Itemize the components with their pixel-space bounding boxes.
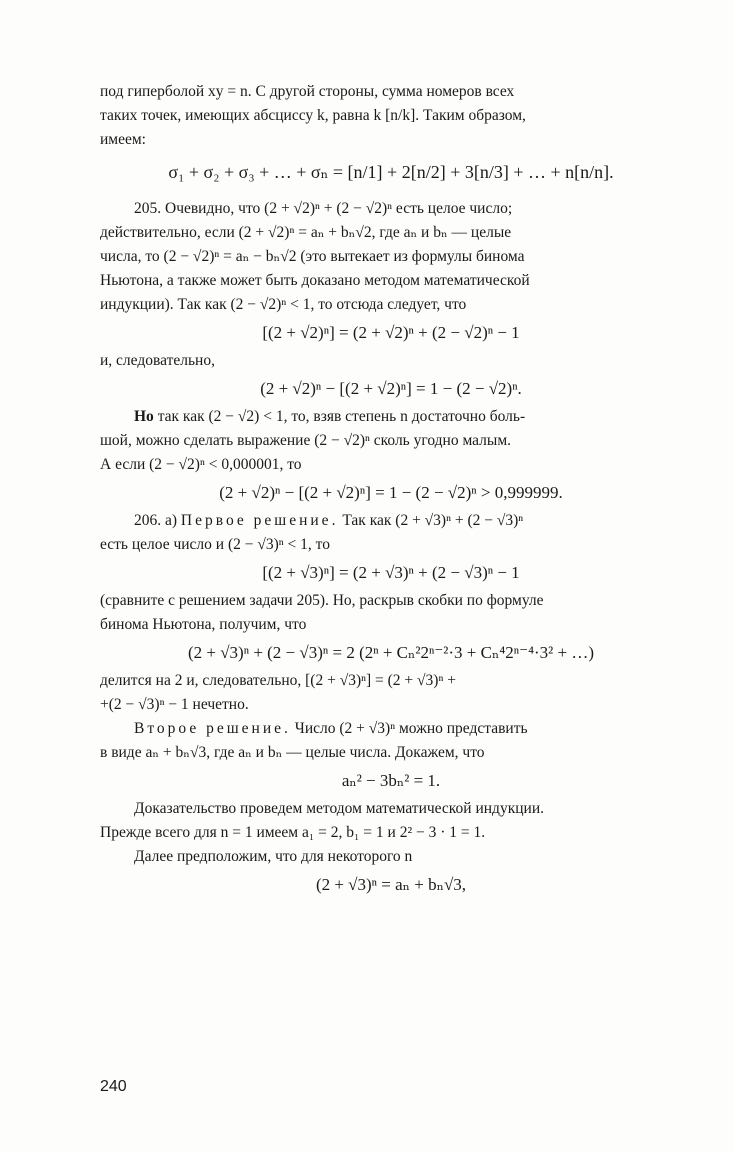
- text-line: +(2 − √3)ⁿ − 1 нечетно.: [100, 696, 249, 713]
- text-line: Прежде всего для n = 1 имеем a₁ = 2, b₁ = 1 и 2² − 3 · 1 = 1.: [100, 824, 486, 841]
- text-line: делится на 2 и, следовательно, [(2 + √3)ⁿ] = (2 + √3)ⁿ +: [100, 672, 456, 689]
- formula: (2 + √2)ⁿ − [(2 + √2)ⁿ] = 1 − (2 − √2)ⁿ.: [260, 379, 522, 398]
- formula-sigma-sum: σ₁ + σ₂ + σ₃ + … + σₙ = [n/1] + 2[n/2] + 3[n/3] + … + n[n/n].: [168, 162, 614, 182]
- section-heading: Второе решение.: [134, 720, 291, 737]
- text-bold: Но: [134, 408, 154, 425]
- text-line: индукции). Так как (2 − √2)ⁿ < 1, то отсюда следует, что: [100, 296, 467, 313]
- section-heading: Первое решение.: [180, 512, 339, 529]
- page-number: 240: [100, 1078, 127, 1095]
- text-line: (сравните с решением задачи 205). Но, раскрыв скобки по формуле: [100, 592, 544, 609]
- text-line: под гиперболой xy = n. С другой стороны, сумма номеров всех: [100, 83, 515, 100]
- page-body: [100, 80, 682, 901]
- text-line: [100, 509, 682, 533]
- text-line: Далее предположим, что для некоторого n: [134, 848, 413, 865]
- text-span: Так как (2 + √3)ⁿ + (2 − √3)ⁿ: [338, 512, 524, 529]
- formula: (2 + √3)ⁿ + (2 − √3)ⁿ = 2 (2ⁿ + Cₙ²2ⁿ⁻²·3 + Cₙ⁴2ⁿ⁻⁴·3² + …): [187, 643, 595, 662]
- formula: [(2 + √2)ⁿ] = (2 + √2)ⁿ + (2 − √2)ⁿ − 1: [262, 323, 520, 342]
- text-line: 205. Очевидно, что (2 + √2)ⁿ + (2 − √2)ⁿ есть целое число;: [134, 200, 513, 217]
- text-span: так как (2 − √2) < 1, то, взяв степень n достаточно боль-: [153, 408, 526, 425]
- text-line: есть целое число и (2 − √3)ⁿ < 1, то: [100, 536, 330, 553]
- text-line: [100, 405, 682, 429]
- text-line: числа, то (2 − √2)ⁿ = aₙ − bₙ√2 (это вытекает из формулы бинома: [100, 248, 525, 265]
- text-line: имеем:: [100, 131, 146, 148]
- formula: (2 + √2)ⁿ − [(2 + √2)ⁿ] = 1 − (2 − √2)ⁿ > 0,999999.: [219, 483, 563, 502]
- text-line: [100, 717, 682, 741]
- text-line: бинома Ньютона, получим, что: [100, 616, 307, 633]
- formula: [(2 + √3)ⁿ] = (2 + √3)ⁿ + (2 − √3)ⁿ − 1: [262, 563, 520, 582]
- formula: (2 + √3)ⁿ = aₙ + bₙ√3,: [315, 875, 467, 894]
- text-span: Число (2 + √3)ⁿ можно представить: [290, 720, 528, 737]
- text-line: А если (2 − √2)ⁿ < 0,000001, то: [100, 456, 302, 473]
- text-line: таких точек, имеющих абсциссу k, равна k [n/k]. Таким образом,: [100, 107, 526, 124]
- text-line: Ньютона, а также может быть доказано методом математической: [100, 272, 530, 289]
- formula: aₙ² − 3bₙ² = 1.: [341, 771, 441, 790]
- text-line: в виде aₙ + bₙ√3, где aₙ и bₙ — целые числа. Докажем, что: [100, 744, 485, 761]
- text-line: шой, можно сделать выражение (2 − √2)ⁿ сколь угодно малым.: [100, 432, 512, 449]
- text-span: 206. а): [134, 512, 181, 529]
- text-line: действительно, если (2 + √2)ⁿ = aₙ + bₙ√2, где aₙ и bₙ — целые: [100, 224, 512, 241]
- text-line: и, следовательно,: [100, 352, 215, 369]
- text-line: Доказательство проведем методом математической индукции.: [134, 800, 544, 817]
